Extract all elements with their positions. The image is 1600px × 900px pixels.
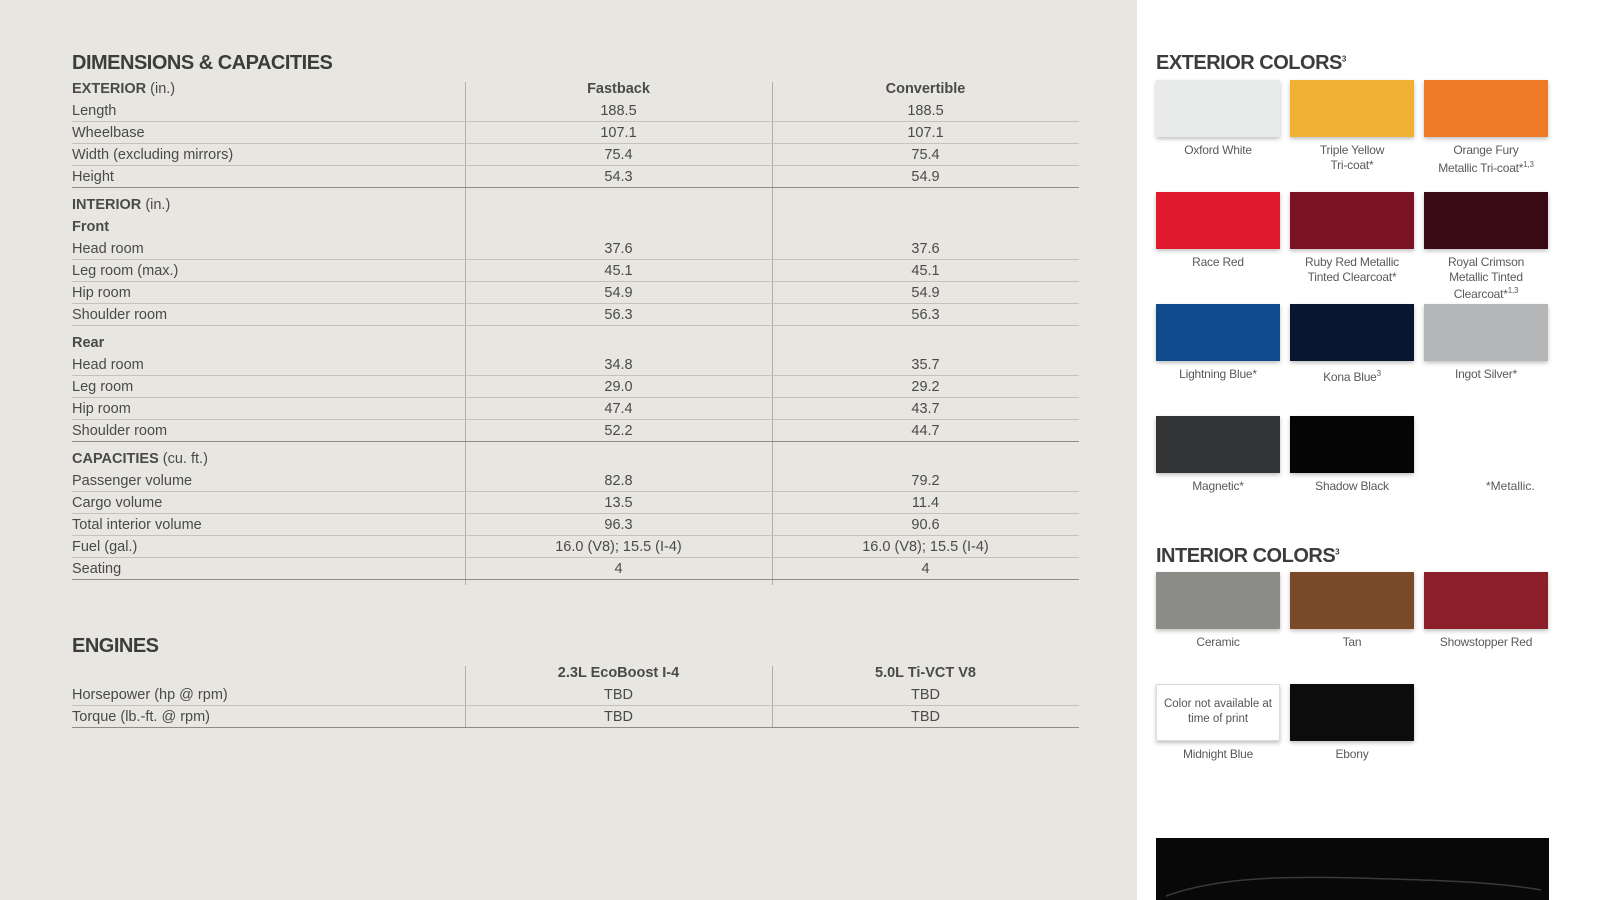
color-chip — [1424, 304, 1548, 361]
vehicle-image — [1156, 838, 1549, 900]
table-row: Cargo volume 13.5 11.4 — [72, 492, 1079, 514]
engines-header-row — [72, 662, 1079, 684]
table-row: Shoulder room 52.2 44.7 — [72, 420, 1079, 442]
col-header-v8: 5.0L Ti-VCT V8 — [875, 665, 976, 681]
color-chip — [1290, 80, 1414, 137]
table-row: Total interior volume 96.3 90.6 — [72, 514, 1079, 536]
engines-table — [72, 662, 1079, 728]
color-chip — [1156, 304, 1280, 361]
interior-unit: (in.) — [145, 197, 171, 213]
rear-subheading-row — [72, 332, 1079, 354]
swatch-ceramic: Ceramic — [1156, 572, 1280, 650]
table-row: Head room 34.8 35.7 — [72, 354, 1079, 376]
table-row: Height 54.3 54.9 — [72, 166, 1079, 188]
table-row: Length 188.5 188.5 — [72, 100, 1079, 122]
metallic-footnote: *Metallic. — [1486, 479, 1535, 493]
table-row: Width (excluding mirrors) 75.4 75.4 — [72, 144, 1079, 166]
color-chip — [1424, 192, 1548, 249]
swatch-race-red: Race Red — [1156, 192, 1280, 270]
swatch-royal-crimson: Royal Crimson Metallic Tinted Clearcoat*$^{1,3}$ — [1424, 192, 1548, 302]
color-not-available-chip: Color not available at time of print — [1156, 684, 1280, 741]
swatch-kona-blue: Kona Blue$^3$ — [1290, 304, 1414, 385]
engines-title: ENGINES — [72, 635, 159, 657]
table-row: Wheelbase 107.1 107.1 — [72, 122, 1079, 144]
capacities-unit: (cu. ft.) — [162, 451, 208, 467]
color-chip — [1156, 416, 1280, 473]
color-chip — [1156, 192, 1280, 249]
color-chip — [1290, 684, 1414, 741]
col-header-ecoboost: 2.3L EcoBoost I-4 — [557, 665, 680, 681]
swatch-tan: Tan — [1290, 572, 1414, 650]
color-chip — [1424, 572, 1548, 629]
color-chip — [1290, 416, 1414, 473]
swatch-oxford-white: Oxford White — [1156, 80, 1280, 158]
color-chip — [1290, 192, 1414, 249]
swatch-magnetic: Magnetic* — [1156, 416, 1280, 494]
table-row: Seating 4 4 — [72, 558, 1079, 580]
table-row: Fuel (gal.) 16.0 (V8); 15.5 (I-4) 16.0 (V8); 15.5 (I-4) — [72, 536, 1079, 558]
capacities-heading: CAPACITIES — [72, 451, 159, 467]
color-chip — [1290, 572, 1414, 629]
table-row: Leg room 29.0 29.2 — [72, 376, 1079, 398]
table-row: Leg room (max.) 45.1 45.1 — [72, 260, 1079, 282]
swatch-shadow-black: Shadow Black — [1290, 416, 1414, 494]
interior-heading: INTERIOR — [72, 197, 142, 213]
table-row: Horsepower (hp @ rpm) TBD TBD — [72, 684, 1079, 706]
dimensions-table — [72, 78, 1079, 580]
exterior-heading: EXTERIOR — [72, 81, 147, 97]
color-chip — [1156, 80, 1280, 137]
exterior-colors-title: EXTERIOR COLORS$^3$ — [1156, 52, 1346, 74]
rear-subheading: Rear — [72, 335, 105, 351]
front-subheading: Front — [72, 219, 110, 235]
color-chip — [1424, 80, 1548, 137]
table-row: Passenger volume 82.8 79.2 — [72, 470, 1079, 492]
swatch-lightning-blue: Lightning Blue* — [1156, 304, 1280, 382]
color-chip — [1290, 304, 1414, 361]
capacities-header-row — [72, 448, 1079, 470]
swatch-midnight-blue: Color not available at time of print Midnight Blue — [1156, 684, 1280, 762]
exterior-unit: (in.) — [150, 81, 176, 97]
exterior-header-row — [72, 78, 1079, 100]
table-row: Hip room 54.9 54.9 — [72, 282, 1079, 304]
col-header-fastback: Fastback — [587, 81, 650, 97]
vehicle-silhouette — [1156, 838, 1549, 900]
swatch-orange-fury: Orange Fury Metallic Tri-coat*$^{1,3}$ — [1424, 80, 1548, 175]
col-header-convertible: Convertible — [885, 81, 966, 97]
front-subheading-row — [72, 216, 1079, 238]
table-row: Shoulder room 56.3 56.3 — [72, 304, 1079, 326]
swatch-ruby-red: Ruby Red Metallic Tinted Clearcoat* — [1290, 192, 1414, 284]
table-row: Head room 37.6 37.6 — [72, 238, 1079, 260]
table-row: Torque (lb.-ft. @ rpm) TBD TBD — [72, 706, 1079, 728]
swatch-triple-yellow: Triple Yellow Tri-coat* — [1290, 80, 1414, 172]
interior-header-row — [72, 194, 1079, 216]
color-chip — [1156, 572, 1280, 629]
interior-colors-title: INTERIOR COLORS$^3$ — [1156, 545, 1340, 567]
swatch-ebony: Ebony — [1290, 684, 1414, 762]
table-row: Hip room 47.4 43.7 — [72, 398, 1079, 420]
swatch-showstopper-red: Showstopper Red — [1424, 572, 1548, 650]
dimensions-title: DIMENSIONS & CAPACITIES — [72, 52, 333, 74]
swatch-ingot-silver: Ingot Silver* — [1424, 304, 1548, 382]
